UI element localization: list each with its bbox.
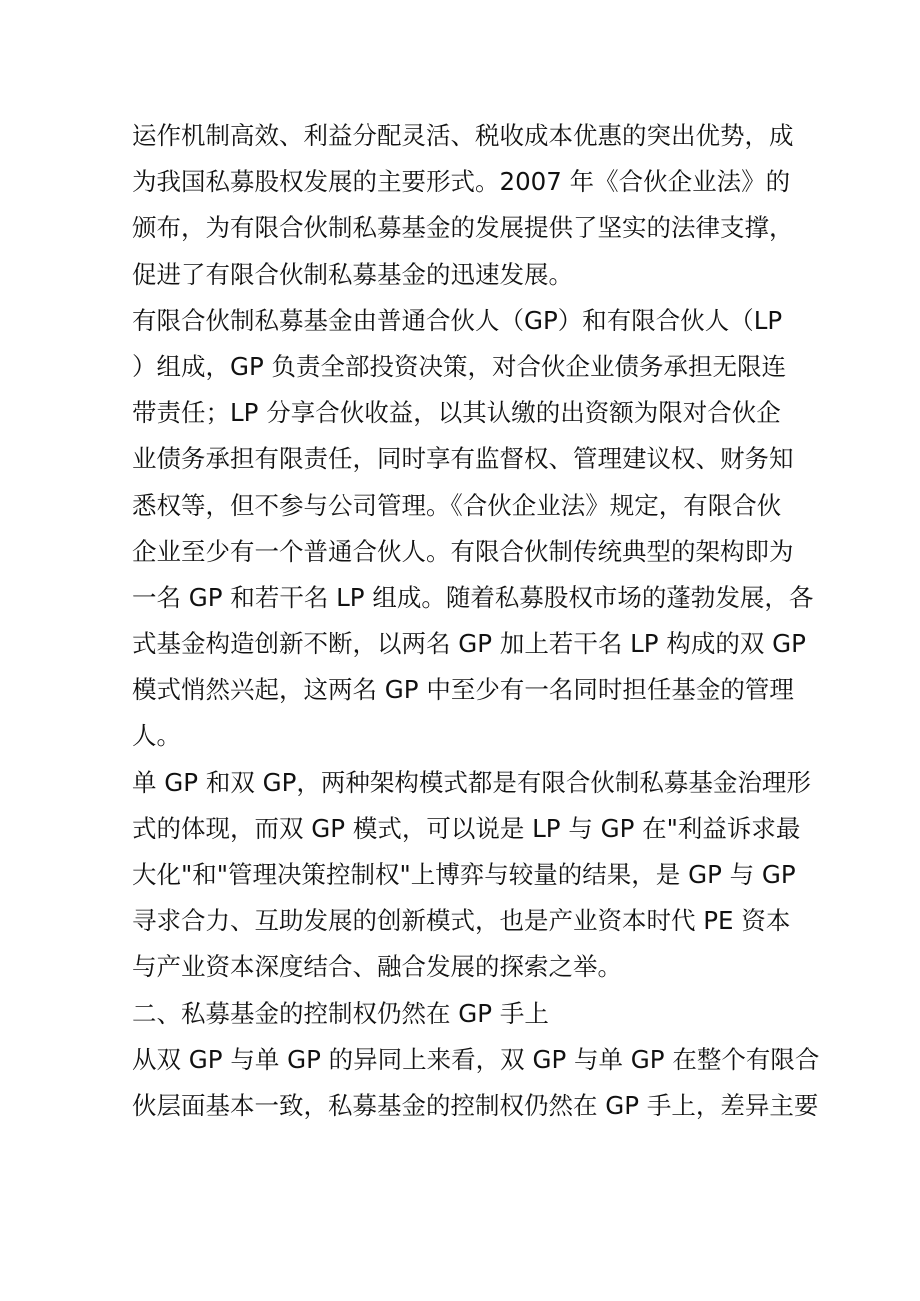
text-line: 运作机制高效、利益分配灵活、税收成本优惠的突出优势，成 — [132, 121, 794, 150]
text-line: 企业至少有一个普通合伙人。有限合伙制传统典型的架构即为 — [132, 536, 794, 566]
text-line: 式基金构造创新不断，以两名 GP 加上若干名 LP 构成的双 GP — [132, 629, 806, 659]
text-line: 大化"和"管理决策控制权"上博弈与较量的结果，是 GP 与 GP — [132, 860, 796, 889]
text-line: 颁布，为有限合伙制私募基金的发展提供了坚实的法律支撑， — [132, 213, 794, 243]
text-line: 式的体现，而双 GP 模式，可以说是 LP 与 GP 在"利益诉求最 — [132, 813, 801, 843]
text-line: 悉权等，但不参与公司管理。《合伙企业法》规定，有限合伙 — [132, 490, 782, 520]
text-line: ）组成，GP 负责全部投资决策，对合伙企业债务承担无限连 — [132, 351, 787, 381]
text-line: 单 GP 和双 GP，两种架构模式都是有限合伙制私募基金治理形 — [132, 767, 811, 797]
text-line: 业债务承担有限责任，同时享有监督权、管理建议权、财务知 — [132, 444, 794, 474]
section-heading: 二、私募基金的控制权仍然在 GP 手上 — [132, 998, 549, 1028]
text-line: 寻求合力、互助发展的创新模式，也是产业资本时代 PE 资本 — [132, 906, 791, 936]
text-line: 伙层面基本一致，私募基金的控制权仍然在 GP 手上，差异主要 — [132, 1090, 819, 1120]
text-line: 有限合伙制私募基金由普通合伙人（GP）和有限合伙人（LP — [132, 305, 783, 335]
text-line: 人。 — [132, 721, 181, 751]
text-line: 模式悄然兴起，这两名 GP 中至少有一名同时担任基金的管理 — [132, 675, 794, 705]
text-line: 促进了有限合伙制私募基金的迅速发展。 — [132, 259, 573, 289]
text-line: 带责任；LP 分享合伙收益，以其认缴的出资额为限对合伙企 — [132, 398, 781, 428]
text-line: 从双 GP 与单 GP 的异同上来看，双 GP 与单 GP 在整个有限合 — [132, 1044, 820, 1074]
text-line: 一名 GP 和若干名 LP 组成。随着私募股权市场的蓬勃发展，各 — [132, 582, 814, 612]
text-line: 为我国私募股权发展的主要形式。2007 年《合伙企业法》的 — [132, 167, 791, 197]
text-line: 与产业资本深度结合、融合发展的探索之举。 — [132, 952, 622, 982]
document-body — [132, 113, 820, 1129]
